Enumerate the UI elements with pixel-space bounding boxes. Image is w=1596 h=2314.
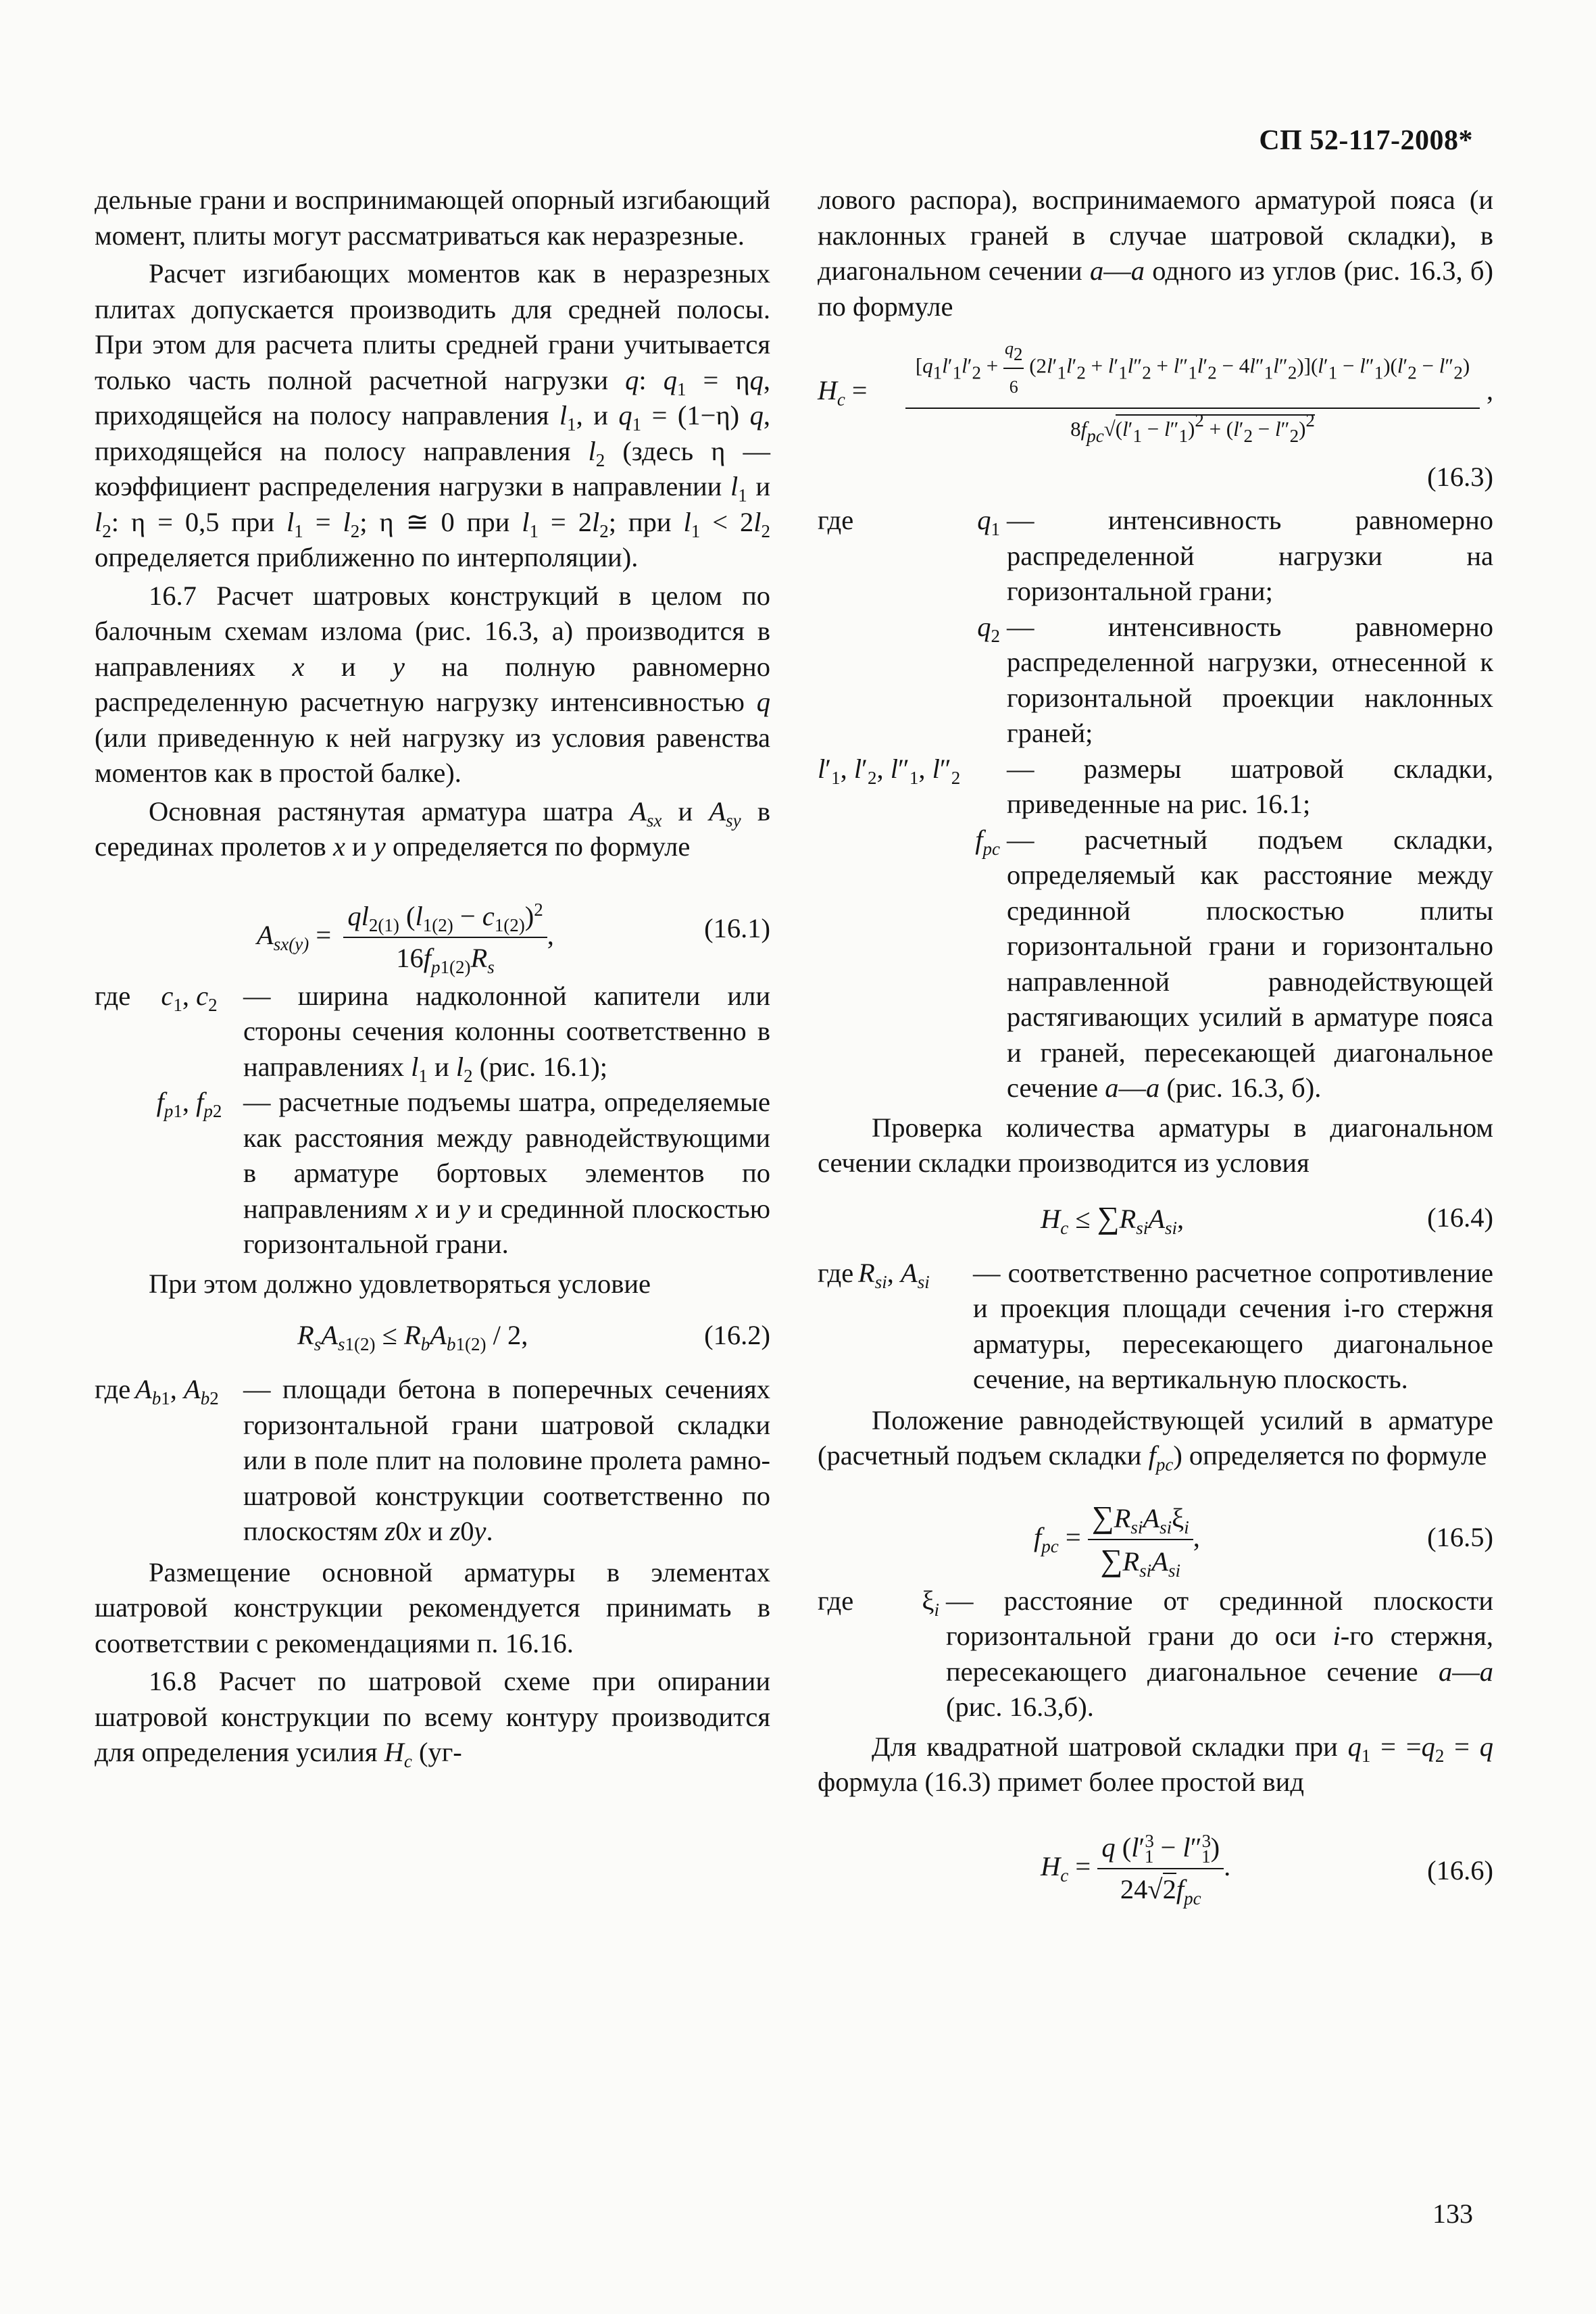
formula-16-3: $H_c$ = [$q_1l'_1l'_2$ + $\frac{q_2}{6}$ $(2l'_1l'_2 + l'_1l''_2 + l''_1l'_2 - 4l''_1l''_2)](l'_1 - l''_1)(l'_2 - l''_2)$ $8f_{pc}√(l'_1 - l''_1)^2 + (l'_2 - l''_2)^2$ , (16.3) bbox=[818, 331, 1493, 500]
definition: — интенсивность равномерно распределенной нагрузки, отнесенной к горизонтальной проекции наклонных граней; bbox=[1007, 611, 1493, 748]
paragraph-16-7: 16.7 Расчет шатровых конструкций в целом по балочным схемам излома (рис. 16.3, а) производится в направлениях x и y на полную равномерно распределенную расчетную нагрузку интенсивностью q (или приведенную к ней нагрузку из условия равенства моментов как в простой балке). bbox=[95, 580, 770, 788]
formula-16-1: $A_{sx(y)}$ = $\frac{ql_{2(1)} (l_{1(2)} - c_{1(2)})^2}{16f_{p1(2)}R_s}$ , (16.1) bbox=[257, 899, 770, 977]
equation-number: (16.2) bbox=[704, 1320, 770, 1350]
equation-number: (16.3) bbox=[1427, 462, 1493, 492]
where-list-16-4 bbox=[818, 1256, 1493, 1398]
paragraph: Для квадратной шатровой складки при $q_1 = =q_2 = q$ формула (16.3) примет более простой вид bbox=[818, 1731, 1493, 1797]
where-label: где bbox=[818, 1585, 854, 1616]
paragraph: Основная растянутая арматура шатра $A_{sx}$ и $A_{sy}$ в серединах пролетов x и y определяется по формуле bbox=[95, 795, 770, 862]
paragraph: Положение равнодействующей усилий в арматуре (расчетный подъем складки $f_{pc}$) определяется по формуле bbox=[818, 1404, 1493, 1475]
definition: — расчетный подъем складки, определяемый как расстояние между срединной плоскостью плиты горизонтальной грани и горизонтально направленной равнодействующей растягивающих усилий в арматуре пояса и граней, пересекающей диагональное сечение a—a (рис. 16.3, б). bbox=[1007, 824, 1493, 1103]
symbol: $\xi_i$ bbox=[922, 1585, 939, 1620]
symbol: $q_1$ bbox=[977, 505, 1000, 539]
equation-number: (16.4) bbox=[1427, 1202, 1493, 1233]
formula-16-2: $R_sA_{s1(2)} \le R_bA_{b1(2)} / 2$, (16.2) bbox=[95, 1308, 770, 1368]
definition: — площади бетона в поперечных сечениях горизонтальной грани шатровой складки или в поле плит на половине пролета рамно-шатровой конструкции соответственно по плоскостям z0x и z0y. bbox=[243, 1374, 770, 1546]
document-code-header: СП 52-117-2008* bbox=[1259, 125, 1473, 156]
symbol: $q_2$ bbox=[977, 611, 1000, 646]
paragraph-16-8: 16.8 Расчет по шатровой схеме при опирании шатровой конструкции по всему контуру производится для определения усилия $H_c$ (уг- bbox=[95, 1666, 770, 1771]
symbol: $c_1$, $c_2$ bbox=[161, 980, 218, 1015]
equation-number: (16.6) bbox=[1427, 1854, 1493, 1886]
formula-16-4: $H_c \le \sum R_{si}A_{si}$, (16.4) bbox=[1041, 1200, 1493, 1238]
where-list-16-2 bbox=[95, 1372, 770, 1550]
left-column bbox=[95, 182, 770, 1771]
paragraph: лового распора), воспринимаемого арматурой пояса (и наклонных граней в случае шатровой складки), в диагональном сечении a—a одного из углов (рис. 16.3, б) по формуле bbox=[818, 184, 1493, 322]
paragraph: Проверка количества арматуры в диагональном сечении складки производится из условия bbox=[818, 1112, 1493, 1178]
where-list-16-5 bbox=[818, 1583, 1493, 1725]
symbol: $f_{pc}$ bbox=[975, 824, 1000, 859]
paragraph: дельные грани и воспринимающей опорный изгибающий момент, плиты могут рассматриваться как неразрезные. bbox=[95, 184, 770, 251]
paragraph: Расчет изгибающих моментов как в неразрезных плитах допускается производить для средней полосы. При этом для расчета плиты средней грани учитывается только часть полной расчетной нагрузки q: $q_1 = \eta q$, приходящейся на полосу направления $l_1$, и $q_1 = (1-\eta)$ q, приходящейся на полосу направления $l_2$ (здесь η — коэффициент распределения нагрузки в направлении $l_1$ и $l_2$: η = 0,5 при $l_1 = l_2$; η ≅ 0 при $l_1 = 2l_2$; при $l_1 < 2l_2$ определяется приближенно по интерполяции). bbox=[95, 258, 770, 572]
right-column bbox=[818, 182, 1493, 1925]
where-label: где bbox=[818, 1257, 854, 1288]
symbol: $l'_1$, $l'_2$, $l''_1$, $l''_2$ bbox=[818, 753, 961, 788]
definition: — соответственно расчетное сопротивление и проекция площади сечения i-го стержня арматуры, пересекающего диагональное сечение, на вертикальную плоскость. bbox=[973, 1257, 1493, 1394]
definition: — ширина надколонной капители или стороны сечения колонны соответственно в направлениях $l_1$ и $l_2$ (рис. 16.1); bbox=[243, 980, 770, 1086]
where-label: где bbox=[95, 1374, 131, 1404]
definition: — размеры шатровой складки, приведенные на рис. 16.1; bbox=[1007, 753, 1493, 819]
definition: — расчетные подъемы шатра, определяемые как расстояния между равнодействующими в арматуре бортовых элементов по направлениям x и y и срединной плоскостью горизонтальной грани. bbox=[243, 1087, 770, 1259]
where-label: где bbox=[95, 980, 131, 1011]
where-list-16-3 bbox=[818, 503, 1493, 1106]
formula-16-5: $f_{pc}$ = $\frac{\sum R_{si}A_{si}\xi_i}{\sum R_{si}A_{si}}$ , (16.5) bbox=[1034, 1499, 1493, 1581]
equation-number: (16.1) bbox=[704, 912, 770, 943]
formula-16-6: $H_c$ = $\frac{q (l'^3_1 - l''^3_1)}{24√2f_{pc}}$ . (16.6) bbox=[1041, 1830, 1493, 1909]
symbol: $f_{p1}$, $f_{p2}$ bbox=[156, 1087, 222, 1121]
paragraph: При этом должно удовлетворяться условие bbox=[149, 1268, 651, 1299]
definition: — расстояние от срединной плоскости горизонтальной грани до оси i-го стержня, пересекающего диагональное сечение a—a (рис. 16.3,б). bbox=[946, 1585, 1494, 1722]
equation-number: (16.5) bbox=[1427, 1521, 1493, 1552]
where-label: где bbox=[818, 505, 854, 535]
symbol: $R_{si}$, $A_{si}$ bbox=[858, 1257, 930, 1292]
page-number: 133 bbox=[1432, 2198, 1473, 2229]
symbol: $A_{b1}$, $A_{b2}$ bbox=[135, 1374, 219, 1408]
where-list-16-1 bbox=[95, 979, 770, 1262]
paragraph: Размещение основной арматуры в элементах шатровой конструкции рекомендуется принимать в соответствии с рекомендациями п. 16.16. bbox=[95, 1556, 770, 1658]
definition: — интенсивность равномерно распределенной нагрузки на горизонтальной грани; bbox=[1007, 505, 1493, 606]
